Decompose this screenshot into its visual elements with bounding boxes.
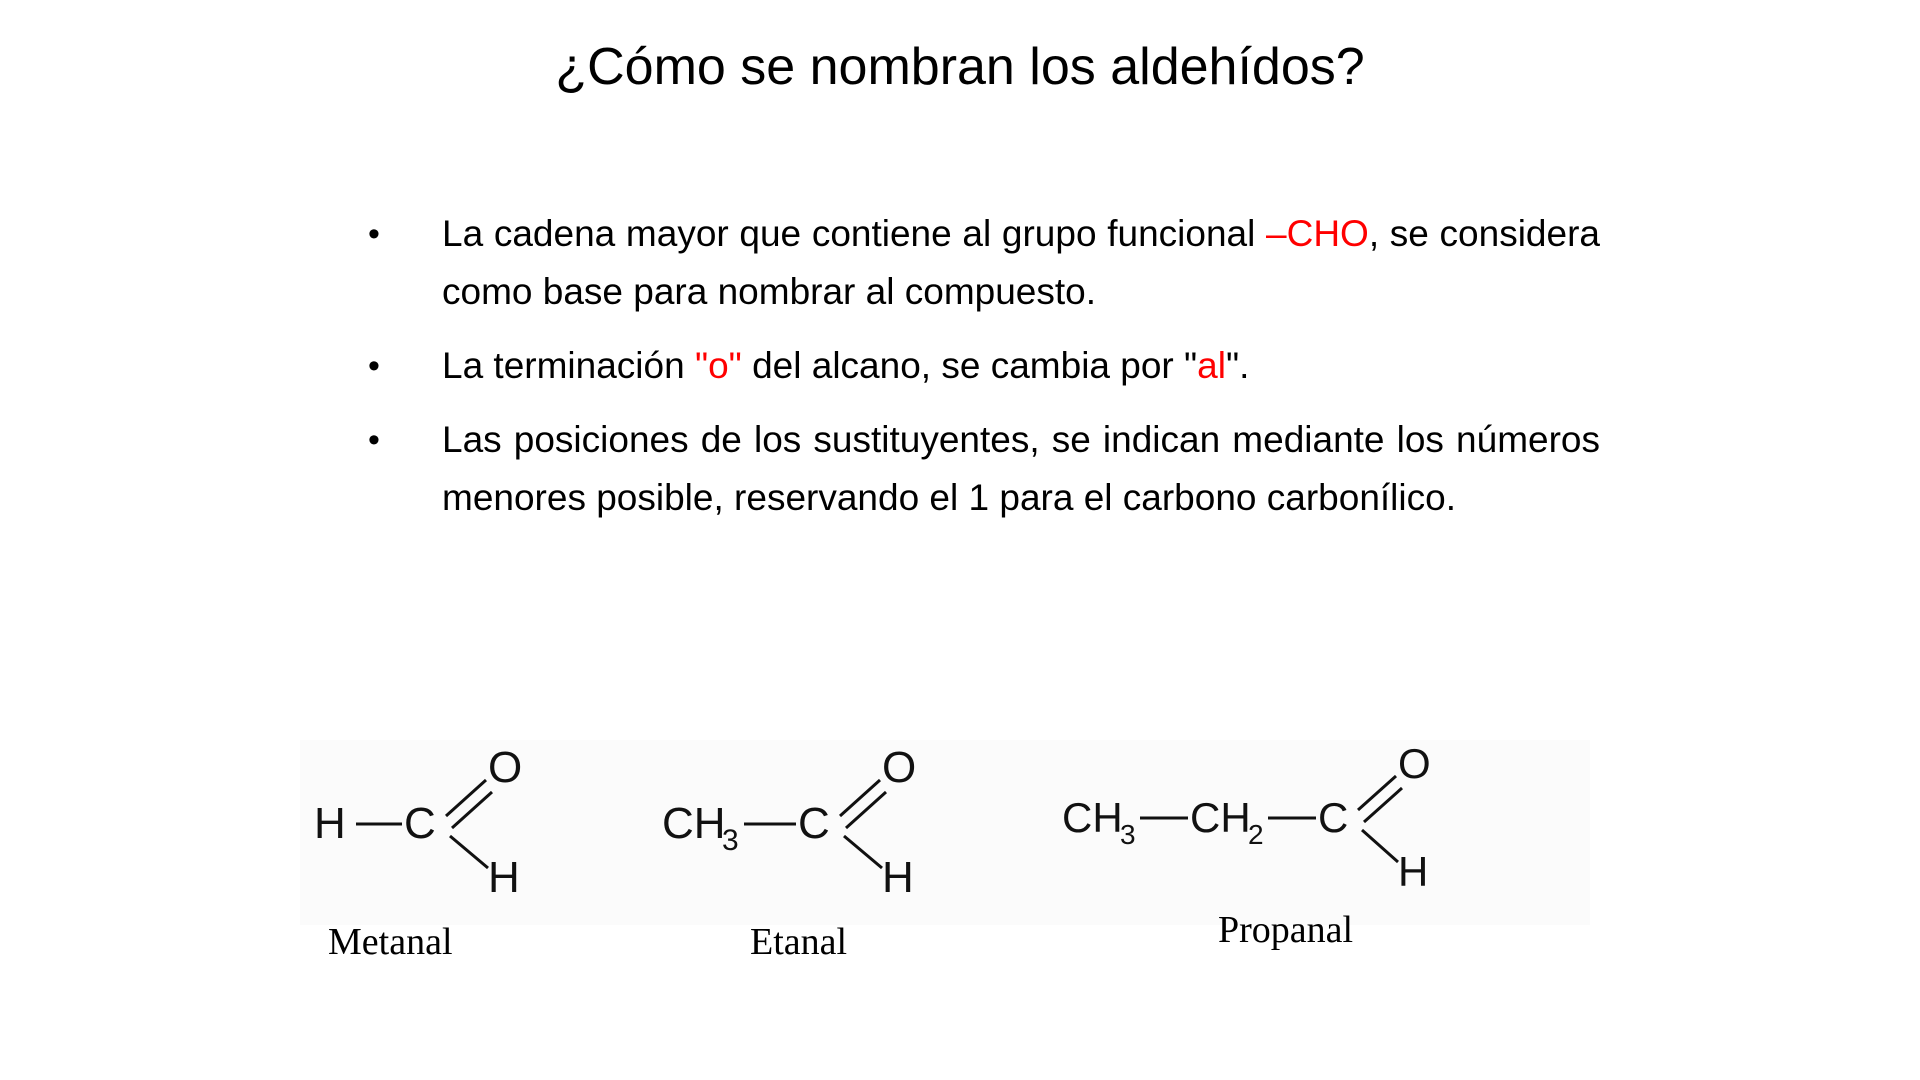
bullet-list	[350, 205, 1600, 527]
svg-text:C: C	[798, 799, 830, 848]
bullet-1-part-2: , se considera como base para nombrar al compuesto.	[442, 213, 1600, 312]
svg-text:3: 3	[722, 824, 739, 857]
bullet-text-1	[442, 205, 1600, 321]
svg-text:H: H	[1398, 848, 1429, 895]
bullet-2-part-1: "o"	[694, 345, 742, 386]
list-item	[350, 411, 1600, 527]
svg-text:H: H	[488, 853, 520, 902]
bullet-marker-icon: •	[368, 347, 380, 385]
svg-text:H: H	[314, 799, 346, 848]
bullet-2-part-4: ".	[1225, 345, 1250, 386]
structure-etanal	[660, 740, 990, 925]
bullet-marker-icon: •	[368, 215, 380, 253]
structure-propanal	[1060, 740, 1540, 925]
bullet-2-part-0: La terminación	[442, 345, 695, 386]
bullet-2-part-3: al	[1197, 345, 1226, 386]
svg-text:O: O	[882, 743, 917, 792]
caption-propanal: Propanal	[1218, 909, 1354, 951]
bullet-marker-icon: •	[368, 421, 380, 459]
bullet-2-part-2: del alcano, se cambia por "	[741, 345, 1198, 386]
svg-text:C: C	[1318, 794, 1349, 841]
structure-metanal	[310, 740, 590, 925]
caption-metanal: Metanal	[328, 921, 453, 963]
svg-text:CH: CH	[1190, 794, 1251, 841]
list-item	[350, 205, 1600, 321]
svg-text:CH: CH	[662, 799, 726, 848]
svg-text:CH: CH	[1062, 794, 1123, 841]
structure-diagrams	[300, 740, 1590, 925]
svg-text:O: O	[1398, 740, 1431, 787]
propanal-skeletal-icon	[1060, 740, 1540, 925]
caption-etanal: Etanal	[750, 921, 848, 963]
bullet-text-3: Las posiciones de los sustituyentes, se indican mediante los números menores posible, reservando el 1 para el carbono carbonílico.	[442, 419, 1600, 518]
svg-text:O: O	[488, 743, 523, 792]
etanal-skeletal-icon	[660, 740, 990, 925]
svg-text:C: C	[404, 799, 436, 848]
svg-text:3: 3	[1120, 819, 1136, 850]
page-title: ¿Cómo se nombran los aldehídos?	[555, 38, 1365, 96]
bullet-1-part-0: La cadena mayor que contiene al grupo funcional	[442, 213, 1267, 254]
bullet-text-2	[442, 337, 1600, 395]
bullet-1-part-1: –CHO	[1266, 213, 1369, 254]
svg-text:H: H	[882, 853, 914, 902]
list-item	[350, 337, 1600, 395]
svg-text:2: 2	[1248, 819, 1264, 850]
metanal-skeletal-icon	[310, 740, 590, 925]
